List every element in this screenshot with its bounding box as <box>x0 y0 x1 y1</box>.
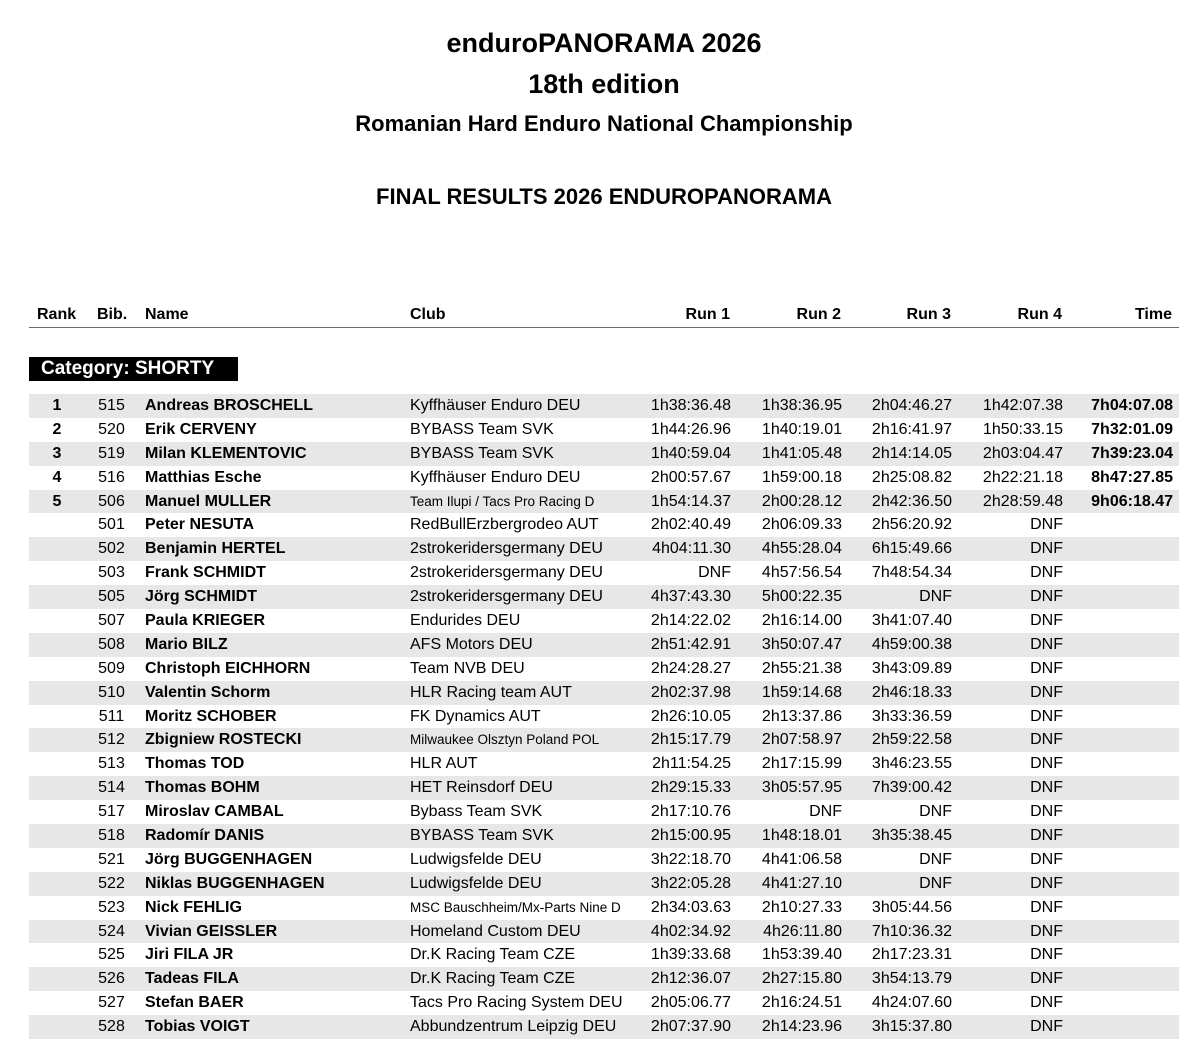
club-name: Ludwigsfelde DEU <box>410 850 542 868</box>
results-table <box>29 394 1179 1039</box>
run4-time: DNF <box>1030 970 1063 988</box>
run4-time: 2h28:59.48 <box>982 492 1063 510</box>
column-header-run2: Run 2 <box>796 306 841 323</box>
table-row <box>29 609 1179 633</box>
bib-cell: 508 <box>98 635 125 653</box>
rider-name: Miroslav CAMBAL <box>145 803 284 821</box>
run3-time: 2h04:46.27 <box>871 397 952 414</box>
bib-cell: 527 <box>98 994 125 1012</box>
bib-cell: 506 <box>98 492 125 510</box>
run4-time: DNF <box>1030 1018 1063 1036</box>
run3-time: 2h25:08.82 <box>871 468 952 486</box>
club-name: Bybass Team SVK <box>410 803 543 821</box>
run3-time: 3h41:07.40 <box>871 612 952 630</box>
run1-time: 2h24:28.27 <box>650 659 731 677</box>
run2-time: 2h13:37.86 <box>761 707 842 725</box>
rider-name: Thomas BOHM <box>145 779 260 797</box>
run2-time: 5h00:22.35 <box>761 588 842 606</box>
total-time: 7h04:07.08 <box>1091 397 1173 414</box>
run1-time: 4h02:34.92 <box>650 922 731 940</box>
run4-time: DNF <box>1030 779 1063 797</box>
header-divider <box>29 327 1179 328</box>
club-name: Kyffhäuser Enduro DEU <box>410 397 581 414</box>
column-header-run4: Run 4 <box>1017 306 1062 323</box>
run4-time: DNF <box>1030 946 1063 964</box>
club-name: Endurides DEU <box>410 612 521 630</box>
bib-cell: 520 <box>98 420 125 438</box>
run4-time: DNF <box>1030 635 1063 653</box>
bib-cell: 501 <box>98 516 125 534</box>
table-row <box>29 920 1179 944</box>
run2-time: 2h55:21.38 <box>761 659 842 677</box>
run2-time: 1h38:36.95 <box>761 397 842 414</box>
table-row <box>29 872 1179 896</box>
run1-time: 1h54:14.37 <box>650 492 731 510</box>
run1-time: 2h02:37.98 <box>650 683 731 701</box>
table-row <box>29 681 1179 705</box>
club-name: HET Reinsdorf DEU <box>410 779 553 797</box>
run2-time: 1h59:00.18 <box>761 468 842 486</box>
club-name: Ludwigsfelde DEU <box>410 874 542 892</box>
table-row <box>29 657 1179 681</box>
table-row <box>29 728 1179 752</box>
run2-time: 2h27:15.80 <box>761 970 842 988</box>
bib-cell: 509 <box>98 659 125 677</box>
run3-time: 2h59:22.58 <box>871 731 952 749</box>
run2-time: 1h59:14.68 <box>761 683 842 701</box>
rider-name: Manuel MULLER <box>145 492 272 510</box>
run3-time: DNF <box>919 850 952 868</box>
club-name: BYBASS Team SVK <box>410 827 554 845</box>
bib-cell: 505 <box>98 588 125 606</box>
run1-time: 2h26:10.05 <box>650 707 731 725</box>
column-header-name: Name <box>145 306 189 323</box>
rider-name: Milan KLEMENTOVIC <box>145 444 307 462</box>
bib-cell: 515 <box>98 397 125 414</box>
column-header-club: Club <box>410 306 446 323</box>
total-time: 7h32:01.09 <box>1091 420 1173 438</box>
run1-time: 2h07:37.90 <box>650 1018 731 1036</box>
bib-cell: 521 <box>98 850 125 868</box>
category-label: Category: SHORTY <box>29 357 238 381</box>
run3-time: 3h54:13.79 <box>871 970 952 988</box>
run4-time: 1h42:07.38 <box>982 397 1063 414</box>
run2-time: 4h41:27.10 <box>761 874 842 892</box>
table-row <box>29 633 1179 657</box>
run2-time: 4h55:28.04 <box>761 540 842 558</box>
rank-cell: 3 <box>52 444 62 462</box>
run4-time: DNF <box>1030 898 1063 916</box>
run4-time: DNF <box>1030 827 1063 845</box>
column-header-rank: Rank <box>37 306 77 323</box>
bib-cell: 518 <box>98 827 125 845</box>
club-name: Abbundzentrum Leipzig DEU <box>410 1018 617 1036</box>
rider-name: Zbigniew ROSTECKI <box>145 731 302 749</box>
bib-cell: 523 <box>98 898 125 916</box>
run1-time: 2h00:57.67 <box>650 468 731 486</box>
run1-time: 1h39:33.68 <box>650 946 731 964</box>
bib-cell: 526 <box>98 970 125 988</box>
rider-name: Peter NESUTA <box>145 516 255 534</box>
rank-cell: 4 <box>52 468 62 486</box>
run1-time: 3h22:18.70 <box>650 850 731 868</box>
run3-time: 2h16:41.97 <box>871 420 952 438</box>
club-name: Dr.K Racing Team CZE <box>410 946 576 964</box>
run4-time: DNF <box>1030 850 1063 868</box>
run3-time: 2h14:14.05 <box>871 444 952 462</box>
run3-time: DNF <box>919 588 952 606</box>
table-row <box>29 824 1179 848</box>
run4-time: DNF <box>1030 564 1063 582</box>
table-row <box>29 585 1179 609</box>
run1-time: 1h40:59.04 <box>650 444 731 462</box>
rider-name: Vivian GEISSLER <box>145 922 278 940</box>
bib-cell: 514 <box>98 779 125 797</box>
run4-time: DNF <box>1030 540 1063 558</box>
run1-time: 2h02:40.49 <box>650 516 731 534</box>
club-name: RedBullErzbergrodeo AUT <box>410 516 599 534</box>
run4-time: 2h22:21.18 <box>982 468 1063 486</box>
rider-name: Jörg BUGGENHAGEN <box>145 850 313 868</box>
table-row <box>29 776 1179 800</box>
run1-time: 2h17:10.76 <box>650 803 731 821</box>
rider-name: Radomír DANIS <box>145 827 265 845</box>
club-name: Team Ilupi / Tacs Pro Racing D <box>410 493 595 509</box>
club-name: BYBASS Team SVK <box>410 420 554 438</box>
run3-time: 3h33:36.59 <box>871 707 952 725</box>
run1-time: 2h51:42.91 <box>650 635 731 653</box>
table-row <box>29 442 1179 466</box>
run2-time: 2h06:09.33 <box>761 516 842 534</box>
club-name: FK Dynamics AUT <box>410 707 541 725</box>
run3-time: 3h46:23.55 <box>871 755 952 773</box>
run2-time: 4h57:56.54 <box>761 564 842 582</box>
table-row <box>29 418 1179 442</box>
run3-time: 3h15:37.80 <box>871 1018 952 1036</box>
run4-time: 2h03:04.47 <box>982 444 1063 462</box>
run1-time: 2h14:22.02 <box>650 612 731 630</box>
run4-time: DNF <box>1030 659 1063 677</box>
run2-time: 2h07:58.97 <box>761 731 842 749</box>
club-name: HLR AUT <box>410 755 478 773</box>
rider-name: Jörg SCHMIDT <box>145 588 257 606</box>
total-time: 7h39:23.04 <box>1091 444 1173 462</box>
table-row <box>29 513 1179 537</box>
rank-cell: 5 <box>52 492 62 510</box>
rider-name: Stefan BAER <box>145 994 244 1012</box>
bib-cell: 517 <box>98 803 125 821</box>
table-row <box>29 800 1179 824</box>
run1-time: 2h29:15.33 <box>650 779 731 797</box>
rank-cell: 2 <box>52 420 62 438</box>
bib-cell: 502 <box>98 540 125 558</box>
rider-name: Benjamin HERTEL <box>145 540 286 558</box>
run4-time: DNF <box>1030 755 1063 773</box>
column-header-bib: Bib. <box>97 306 128 323</box>
table-row <box>29 848 1179 872</box>
club-name: Homeland Custom DEU <box>410 922 581 940</box>
run3-time: 2h17:23.31 <box>871 946 952 964</box>
club-name: 2strokeridersgermany DEU <box>410 588 603 606</box>
run3-time: 6h15:49.66 <box>871 540 952 558</box>
run3-time: 3h43:09.89 <box>871 659 952 677</box>
table-row <box>29 991 1179 1015</box>
rider-name: Valentin Schorm <box>145 683 271 701</box>
rider-name: Jiri FILA JR <box>145 946 234 964</box>
run4-time: DNF <box>1030 707 1063 725</box>
club-name: Milwaukee Olsztyn Poland POL <box>410 732 600 748</box>
run2-time: 3h50:07.47 <box>761 635 842 653</box>
championship-title: Romanian Hard Enduro National Championship <box>355 111 853 136</box>
run2-time: 2h14:23.96 <box>761 1018 842 1036</box>
run3-time: 4h59:00.38 <box>871 635 952 653</box>
column-header-time: Time <box>1134 306 1172 323</box>
run3-time: DNF <box>919 874 952 892</box>
run1-time: 2h34:03.63 <box>650 898 731 916</box>
event-edition: 18th edition <box>528 69 680 99</box>
run2-time: DNF <box>809 803 842 821</box>
run3-time: 2h42:36.50 <box>871 492 952 510</box>
run3-time: 7h10:36.32 <box>871 922 952 940</box>
rider-name: Erik CERVENY <box>145 420 257 438</box>
table-row <box>29 537 1179 561</box>
rider-name: Christoph EICHHORN <box>145 659 311 677</box>
rider-name: Moritz SCHOBER <box>145 707 277 725</box>
table-row <box>29 752 1179 776</box>
run4-time: DNF <box>1030 922 1063 940</box>
run2-time: 1h41:05.48 <box>761 444 842 462</box>
run1-time: 4h37:43.30 <box>650 588 731 606</box>
rider-name: Frank SCHMIDT <box>145 564 266 582</box>
table-row <box>29 967 1179 991</box>
run1-time: 2h05:06.77 <box>650 994 731 1012</box>
club-name: 2strokeridersgermany DEU <box>410 540 603 558</box>
run4-time: DNF <box>1030 994 1063 1012</box>
run2-time: 4h26:11.80 <box>763 922 842 940</box>
run4-time: DNF <box>1030 803 1063 821</box>
rider-name: Niklas BUGGENHAGEN <box>145 874 325 892</box>
club-name: Dr.K Racing Team CZE <box>410 970 576 988</box>
run2-time: 1h48:18.01 <box>761 827 842 845</box>
bib-cell: 513 <box>98 755 125 773</box>
club-name: Team NVB DEU <box>410 659 525 677</box>
rank-cell: 1 <box>52 397 62 414</box>
run1-time: 2h11:54.25 <box>652 755 731 773</box>
bib-cell: 519 <box>98 444 125 462</box>
run4-time: DNF <box>1030 588 1063 606</box>
run4-time: DNF <box>1030 683 1063 701</box>
event-title: enduroPANORAMA 2026 <box>446 28 762 58</box>
bib-cell: 525 <box>98 946 125 964</box>
run2-time: 1h53:39.40 <box>761 946 842 964</box>
column-header-run1: Run 1 <box>685 306 730 323</box>
table-row <box>29 943 1179 967</box>
club-name: Tacs Pro Racing System DEU <box>410 994 623 1012</box>
table-row <box>29 490 1179 514</box>
table-row <box>29 561 1179 585</box>
bib-cell: 503 <box>98 564 125 582</box>
rider-name: Mario BILZ <box>145 635 228 653</box>
rider-name: Thomas TOD <box>145 755 245 773</box>
rider-name: Tadeas FILA <box>145 970 239 988</box>
run3-time: 2h46:18.33 <box>871 683 952 701</box>
run1-time: 1h38:36.48 <box>650 397 731 414</box>
club-name: Kyffhäuser Enduro DEU <box>410 468 581 486</box>
run4-time: DNF <box>1030 731 1063 749</box>
run4-time: DNF <box>1030 516 1063 534</box>
bib-cell: 528 <box>98 1018 125 1036</box>
bib-cell: 510 <box>98 683 125 701</box>
run3-time: 4h24:07.60 <box>871 994 952 1012</box>
club-name: AFS Motors DEU <box>410 635 533 653</box>
run2-time: 2h17:15.99 <box>761 755 842 773</box>
run4-time: DNF <box>1030 874 1063 892</box>
run1-time: DNF <box>698 564 731 582</box>
club-name: HLR Racing team AUT <box>410 683 572 701</box>
run2-time: 2h16:24.51 <box>761 994 842 1012</box>
club-name: 2strokeridersgermany DEU <box>410 564 603 582</box>
rider-name: Nick FEHLIG <box>145 898 242 916</box>
run3-time: 3h05:44.56 <box>871 898 952 916</box>
run1-time: 2h15:00.95 <box>650 827 731 845</box>
column-header-run3: Run 3 <box>906 306 951 323</box>
bib-cell: 511 <box>98 707 125 725</box>
run3-time: 7h48:54.34 <box>871 564 952 582</box>
run1-time: 1h44:26.96 <box>650 420 731 438</box>
run2-time: 2h16:14.00 <box>761 612 842 630</box>
run4-time: 1h50:33.15 <box>982 420 1063 438</box>
run1-time: 2h12:36.07 <box>650 970 731 988</box>
club-name: MSC Bauschheim/Mx-Parts Nine D <box>410 899 621 915</box>
table-row <box>29 705 1179 729</box>
rider-name: Paula KRIEGER <box>145 612 266 630</box>
bib-cell: 524 <box>98 922 125 940</box>
run3-time: DNF <box>919 803 952 821</box>
run4-time: DNF <box>1030 612 1063 630</box>
run2-time: 3h05:57.95 <box>761 779 842 797</box>
run2-time: 2h10:27.33 <box>761 898 842 916</box>
bib-cell: 507 <box>98 612 125 630</box>
total-time: 8h47:27.85 <box>1091 468 1173 486</box>
run3-time: 7h39:00.42 <box>871 779 952 797</box>
results-title: FINAL RESULTS 2026 ENDUROPANORAMA <box>376 184 832 209</box>
bib-cell: 512 <box>98 731 125 749</box>
run1-time: 2h15:17.79 <box>650 731 731 749</box>
run2-time: 1h40:19.01 <box>761 420 842 438</box>
run3-time: 3h35:38.45 <box>871 827 952 845</box>
run1-time: 3h22:05.28 <box>650 874 731 892</box>
total-time: 9h06:18.47 <box>1091 492 1173 510</box>
run3-time: 2h56:20.92 <box>871 516 952 534</box>
run2-time: 4h41:06.58 <box>761 850 842 868</box>
run2-time: 2h00:28.12 <box>761 492 842 510</box>
table-row <box>29 394 1179 418</box>
bib-cell: 516 <box>98 468 125 486</box>
rider-name: Andreas BROSCHELL <box>145 397 314 414</box>
table-row <box>29 466 1179 490</box>
table-row <box>29 1015 1179 1039</box>
rider-name: Matthias Esche <box>145 468 262 486</box>
run1-time: 4h04:11.30 <box>652 540 731 558</box>
rider-name: Tobias VOIGT <box>145 1018 250 1036</box>
table-row <box>29 896 1179 920</box>
bib-cell: 522 <box>98 874 125 892</box>
club-name: BYBASS Team SVK <box>410 444 554 462</box>
